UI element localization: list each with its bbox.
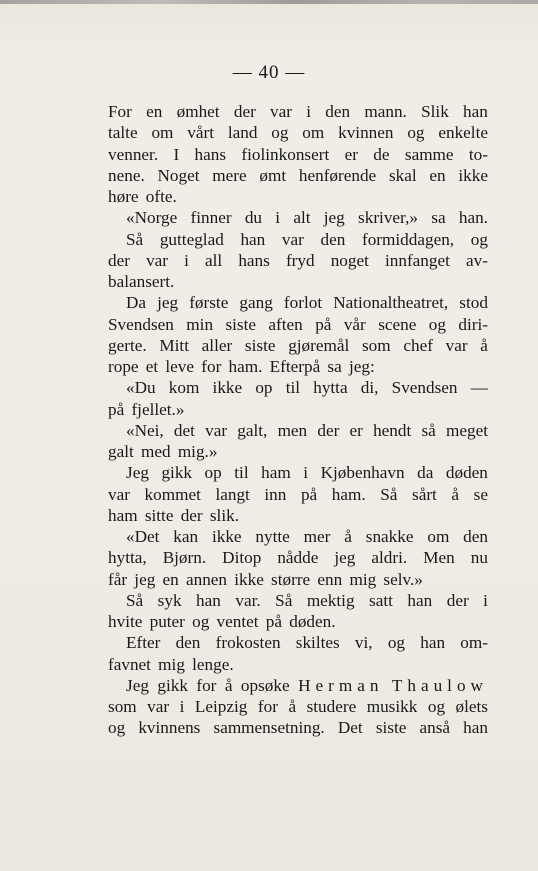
text-line: hvite puter og ventet på døden. bbox=[108, 612, 336, 631]
text-line: Efter den frokosten skiltes vi, og han om- bbox=[126, 633, 488, 653]
text-line: Da jeg første gang forlot Nationaltheatret, stod bbox=[126, 293, 488, 313]
text-line: Svendsen min siste aften på vår scene og diri- bbox=[108, 314, 488, 334]
text-line: og kvinnens sammensetning. Det siste anså han bbox=[108, 718, 488, 738]
text-line: «Norge finner du i alt jeg skriver,» sa han. bbox=[126, 208, 488, 228]
text-line: rope et leve for ham. Efterpå sa jeg: bbox=[108, 357, 375, 376]
text-line: «Du kom ikke op til hytta di, Svendsen — bbox=[126, 378, 488, 398]
text-line: ham sitte der slik. bbox=[108, 505, 239, 525]
text-line: høre ofte. bbox=[108, 187, 177, 206]
text-line: der var i all hans fryd noget innfanget av- bbox=[108, 250, 488, 270]
page-number: — 40 — bbox=[232, 62, 306, 83]
text-line: For en ømhet der var i den mann. Slik han bbox=[108, 102, 488, 121]
text-line: Jeg gikk for å opsøke Herman Thaulow bbox=[126, 675, 488, 695]
text-line: får jeg en annen ikke større enn mig selv.» bbox=[108, 569, 423, 589]
text-line: venner. I hans fiolinkonsert er de samme to- bbox=[108, 144, 488, 164]
text-line: Så gutteglad han var den formiddagen, og bbox=[126, 229, 488, 249]
text-line: «Nei, det var galt, men der er hendt så meget bbox=[126, 420, 488, 440]
scan-edge bbox=[0, 0, 538, 4]
text-line: hytta, Bjørn. Ditop nådde jeg aldri. Men nu bbox=[108, 548, 488, 568]
text-line: Jeg gikk op til ham i Kjøbenhavn da døden bbox=[126, 463, 488, 483]
text-line: favnet mig lenge. bbox=[108, 654, 234, 674]
text-line: på fjellet.» bbox=[108, 399, 185, 419]
text-line: galt med mig.» bbox=[108, 442, 218, 461]
text-line: Så syk han var. Så mektig satt han der i bbox=[126, 590, 488, 610]
text-line: «Det kan ikke nytte mer å snakke om den bbox=[126, 527, 488, 546]
text-line: balansert. bbox=[108, 272, 175, 291]
text-line: var kommet langt inn på ham. Så sårt å se bbox=[108, 484, 488, 504]
text-line: gerte. Mitt aller siste gjøremål som chef var å bbox=[108, 335, 488, 355]
text-line: talte om vårt land og om kvinnen og enkelte bbox=[108, 123, 488, 143]
text-line: nene. Noget mere ømt henførende skal en ikke bbox=[108, 165, 488, 185]
body-text bbox=[108, 101, 488, 739]
text-line: som var i Leipzig for å studere musikk og ølets bbox=[108, 697, 488, 716]
